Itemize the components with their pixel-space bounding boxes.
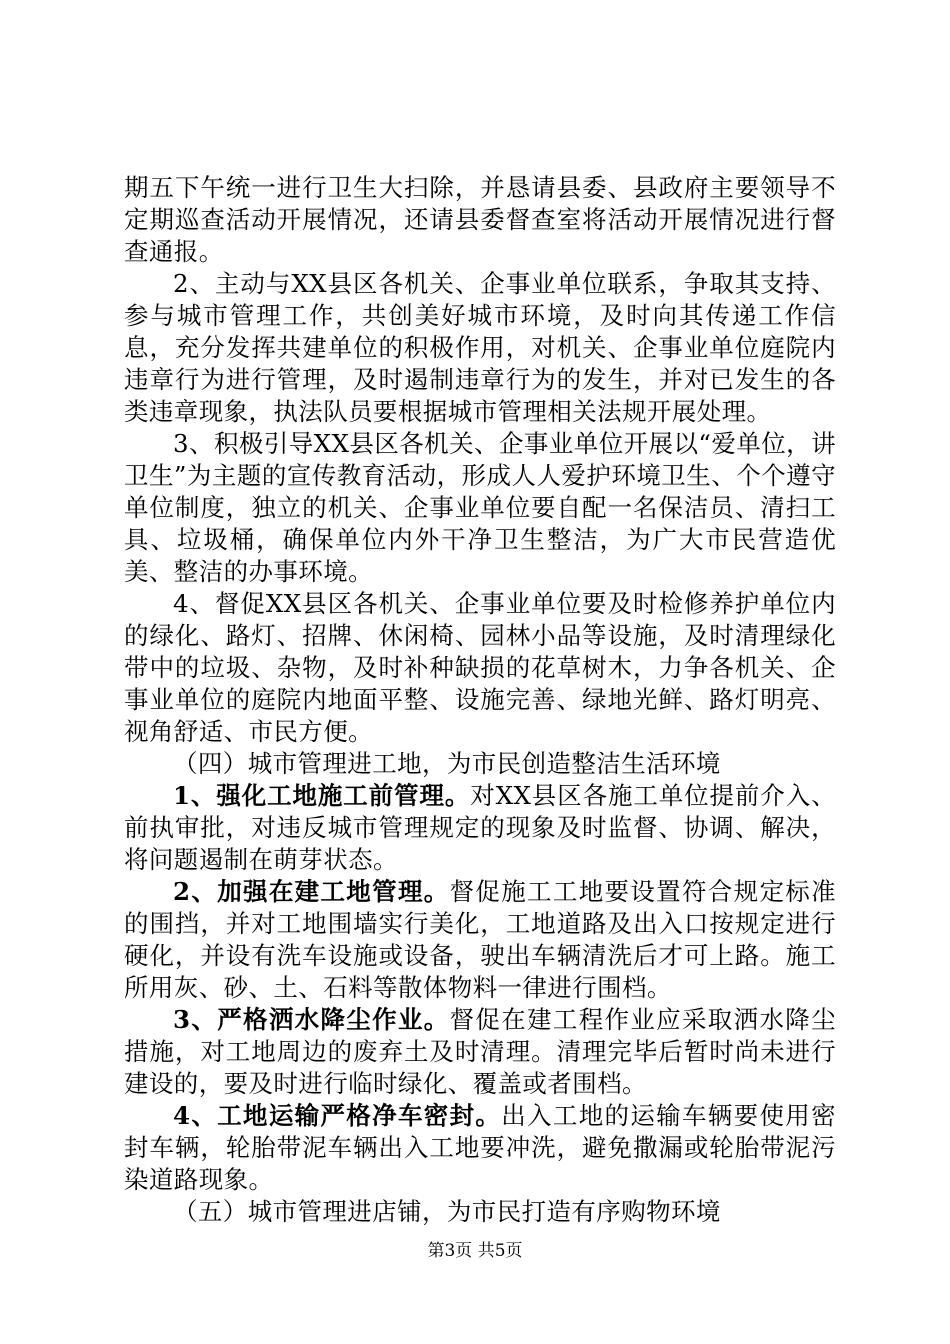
paragraph-item-3 [124, 428, 836, 588]
page-number-label: 第3页 共5页 [427, 1241, 523, 1261]
paragraph-text: 期五下午统一进行卫生大扫除，并恳请县委、县政府主要领导不定期巡查活动开展情况，还请县委督查室将活动开展情况进行督查通报。 [124, 173, 836, 266]
paragraph-text: 对XX县区各施工单位提前介入、前执审批，对违反城市管理规定的现象及时监督、协调、解决，将问题遏制在萌芽状态。 [124, 781, 836, 874]
paragraph-continuation [124, 172, 836, 268]
paragraph-site-4 [124, 1100, 836, 1196]
paragraph-lead: 2、加强在建工地管理。 [173, 877, 450, 906]
paragraph-site-3 [124, 1004, 836, 1100]
paragraph-lead: 4、工地运输严格净车密封。 [173, 1101, 502, 1130]
paragraph-site-2 [124, 876, 836, 1004]
document-body [124, 172, 836, 1228]
paragraph-item-4 [124, 588, 836, 748]
paragraph-text: 督促施工工地要设置符合规定标准的围挡，并对工地围墙实行美化，工地道路及出入口按规定进行硬化，并设有洗车设施或设备，驶出车辆清洗后才可上路。施工所用灰、砂、土、石料等散体物料一律进行围档。 [124, 877, 836, 1002]
paragraph-item-2 [124, 268, 836, 428]
paragraph-text: 3、积极引导XX县区各机关、企事业单位开展以“爱单位，讲卫生”为主题的宣传教育活动，形成人人爱护环境卫生、个个遵守单位制度，独立的机关、企事业单位要自配一名保洁员、清扫工具、垃圾桶，确保单位内外干净卫生整洁，为广大市民营造优美、整洁的办事环境。 [124, 429, 836, 586]
paragraph-lead: 3、严格洒水降尘作业。 [173, 1005, 450, 1034]
page-number-footer [0, 1240, 950, 1262]
heading-text: （五）城市管理进店铺，为市民打造有序购物环境 [173, 1197, 721, 1226]
section-heading-5 [124, 1196, 836, 1228]
paragraph-lead: 1、强化工地施工前管理。 [173, 781, 471, 810]
heading-text: （四）城市管理进工地，为市民创造整洁生活环境 [173, 749, 721, 778]
section-heading-4 [124, 748, 836, 780]
paragraph-text: 督促在建工程作业应采取洒水降尘措施，对工地周边的废弃土及时清理。清理完毕后暂时尚未进行建设的，要及时进行临时绿化、覆盖或者围档。 [124, 1005, 836, 1098]
paragraph-text: 出入工地的运输车辆要使用密封车辆，轮胎带泥车辆出入工地要冲洗，避免撒漏或轮胎带泥污染道路现象。 [124, 1101, 836, 1194]
paragraph-text: 2、主动与XX县区各机关、企事业单位联系，争取其支持、参与城市管理工作，共创美好城市环境，及时向其传递工作信息，充分发挥共建单位的积极作用，对机关、企事业单位庭院内违章行为进行管理，及时遏制违章行为的发生，并对已发生的各类违章现象，执法队员要根据城市管理相关法规开展处理。 [124, 269, 836, 426]
paragraph-site-1 [124, 780, 836, 876]
paragraph-text: 4、督促XX县区各机关、企事业单位要及时检修养护单位内的绿化、路灯、招牌、休闲椅、园林小品等设施，及时清理绿化带中的垃圾、杂物，及时补种缺损的花草树木，力争各机关、企事业单位的庭院内地面平整、设施完善、绿地光鲜、路灯明亮、视角舒适、市民方便。 [124, 589, 836, 746]
